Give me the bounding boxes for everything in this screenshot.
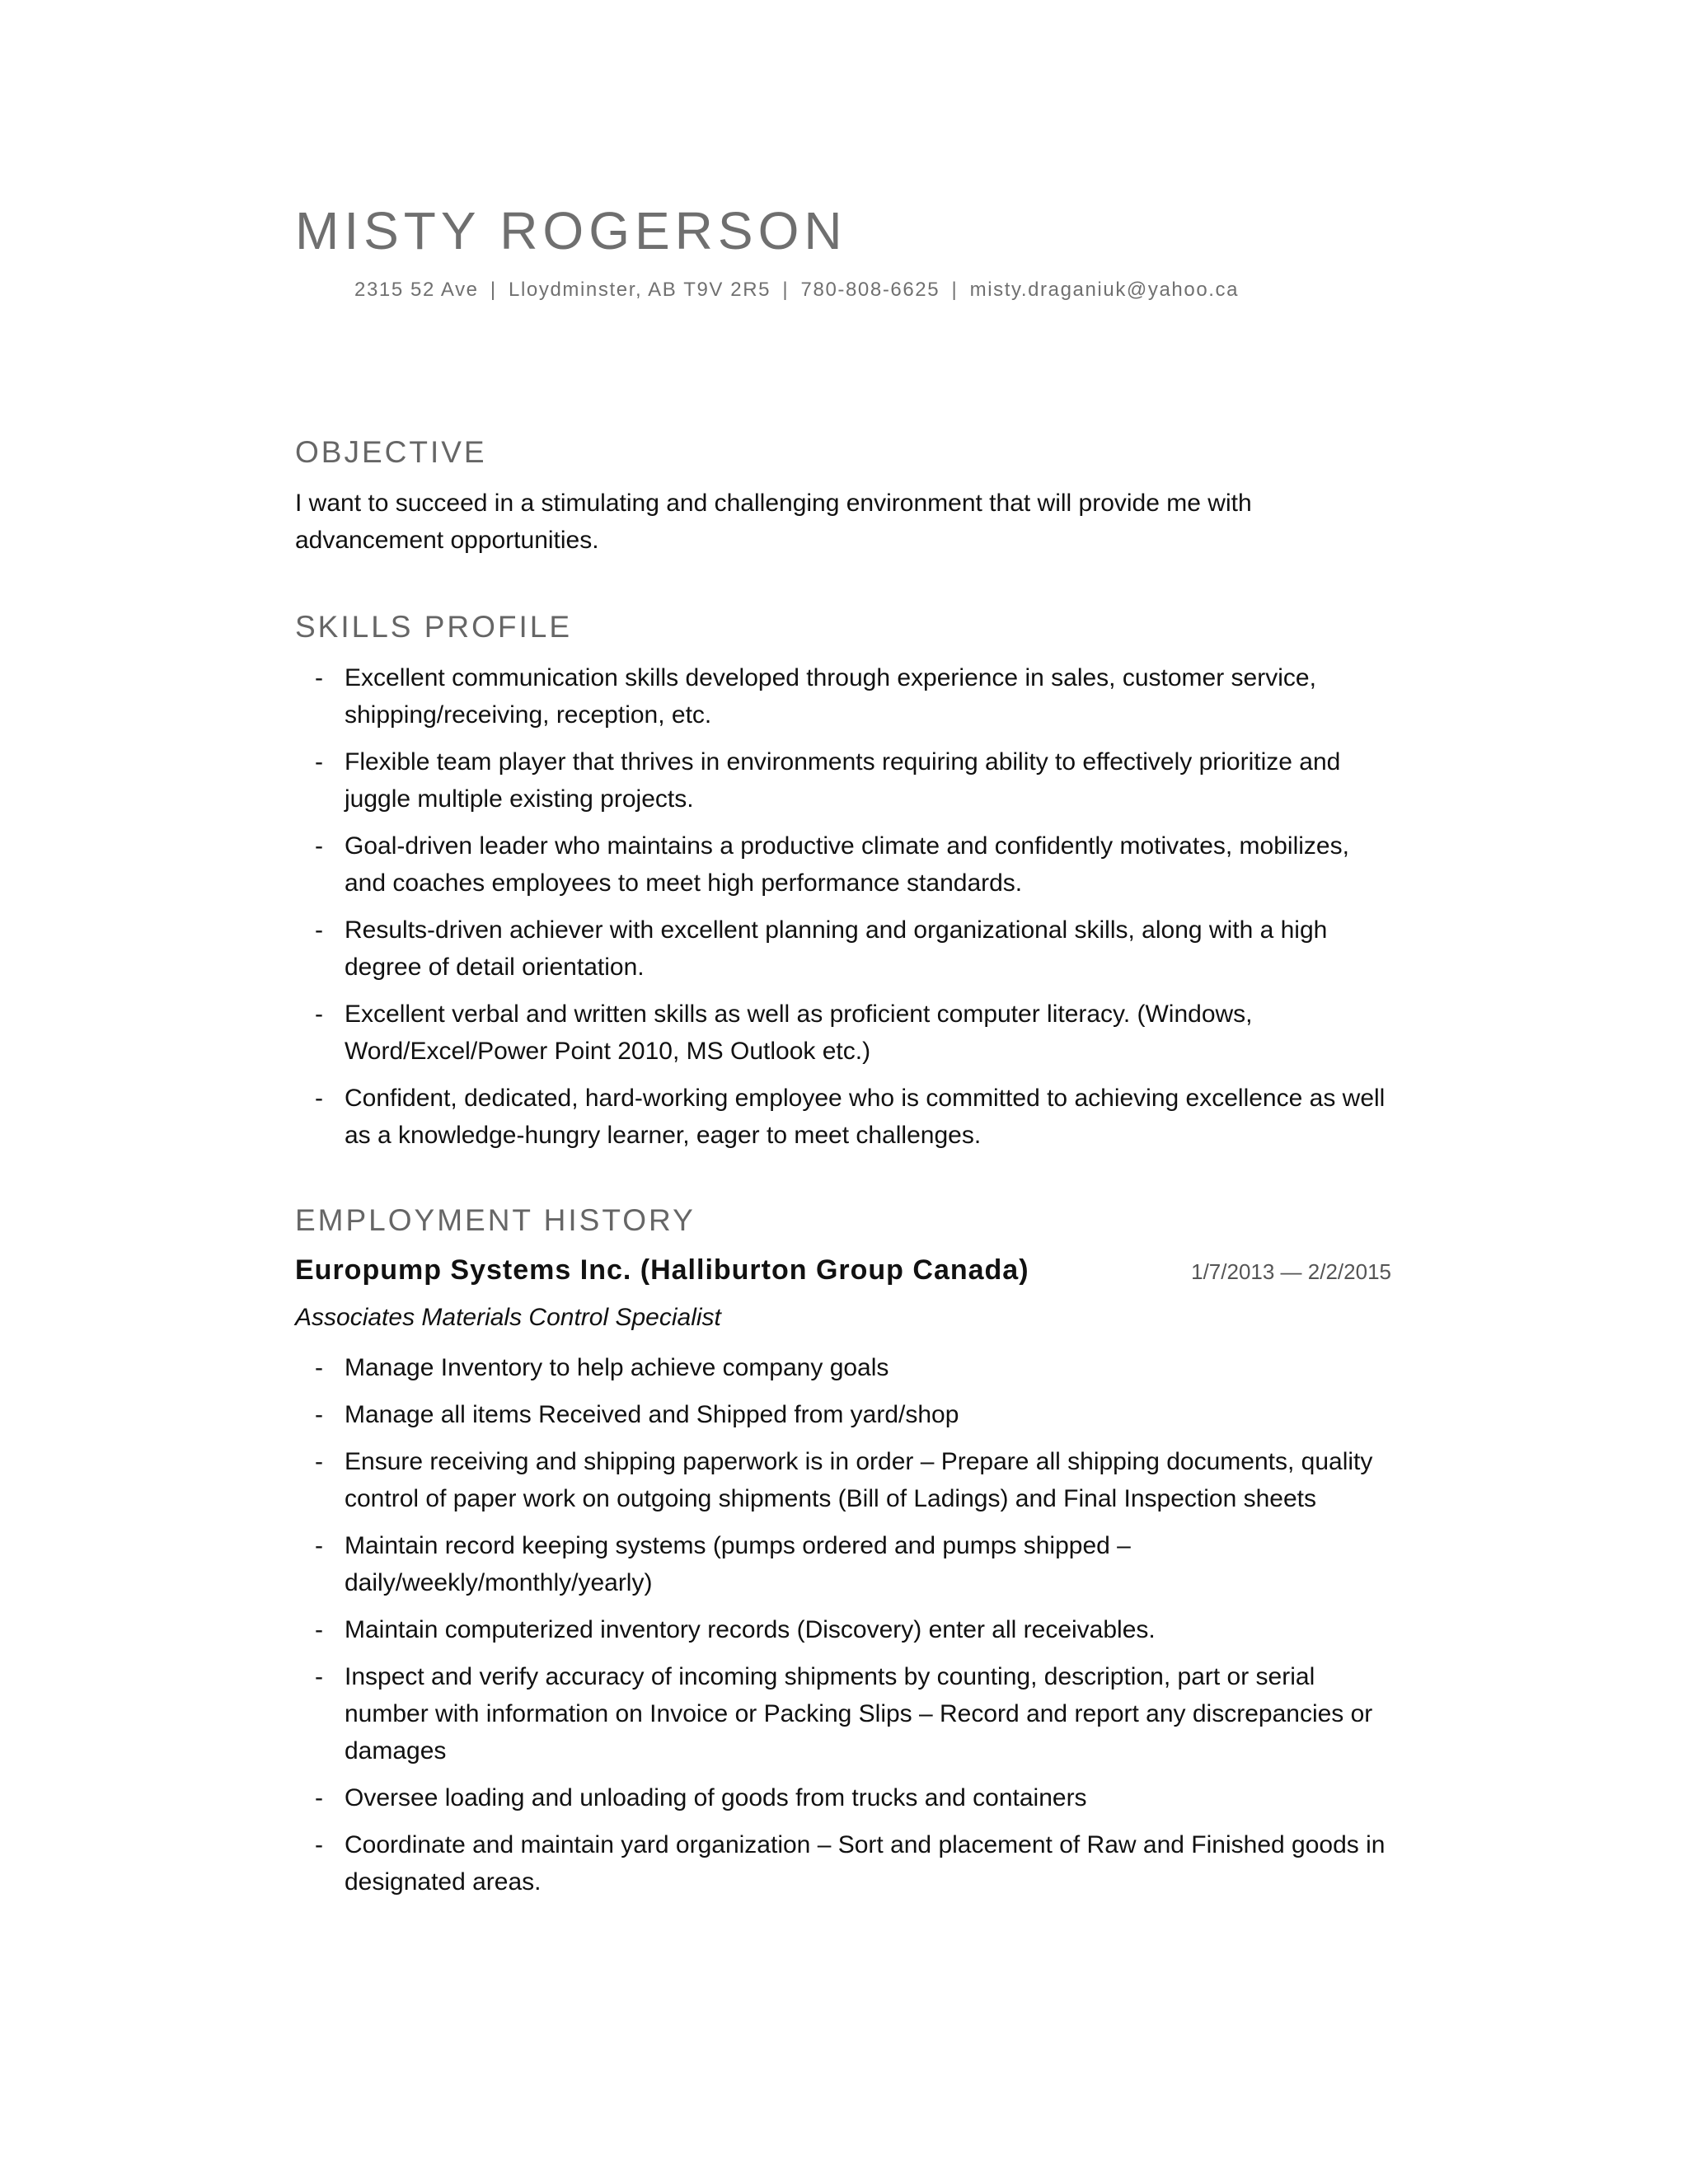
bullet-dash: -: [315, 1663, 323, 1690]
skills-heading: SKILLS PROFILE: [295, 610, 573, 644]
city: Lloydminster, AB T9V 2R5: [509, 279, 771, 301]
employment-heading: EMPLOYMENT HISTORY: [295, 1203, 696, 1237]
list-item: - Flexible team player that thrives in environments requiring ability to effectively prioritize and juggle multiple existing projects.: [295, 743, 1391, 818]
objective-heading: OBJECTIVE: [295, 435, 487, 469]
bullet-dash: -: [315, 1448, 323, 1475]
employment-dates: 1/7/2013 — 2/2/2015: [1191, 1259, 1391, 1284]
bullet-dash: -: [315, 1085, 323, 1112]
bullet-dash: -: [315, 832, 323, 860]
duties-list: [295, 1349, 1391, 1910]
list-item: - Excellent verbal and written skills as well as proficient computer literacy. (Windows, Word/Excel/Power Point 2010, MS Outlook etc.): [295, 996, 1391, 1070]
list-item: - Results-driven achiever with excellent planning and organizational skills, along with a high degree of detail orientation.: [295, 912, 1391, 986]
bullet-dash: -: [315, 1831, 323, 1858]
list-item: - Goal-driven leader who maintains a productive climate and confidently motivates, mobilizes, and coaches employees to meet high performance standards.: [295, 827, 1391, 902]
separator: |: [490, 279, 497, 301]
candidate-name: MISTY ROGERSON: [295, 201, 847, 260]
contact-line: [354, 279, 1239, 302]
bullet-dash: -: [315, 1354, 323, 1381]
bullet-dash: -: [315, 1616, 323, 1643]
separator: |: [782, 279, 790, 301]
separator: |: [951, 279, 959, 301]
list-item: - Maintain record keeping systems (pumps ordered and pumps shipped – daily/weekly/monthly/yearly): [295, 1527, 1391, 1601]
list-item: - Coordinate and maintain yard organization – Sort and placement of Raw and Finished goods in designated areas.: [295, 1826, 1391, 1900]
list-item: - Confident, dedicated, hard-working employee who is committed to achieving excellence as well as a knowledge-hungry learner, eager to meet challenges.: [295, 1080, 1391, 1154]
company-name: Europump Systems Inc. (Halliburton Group Canada): [295, 1254, 1029, 1286]
address: 2315 52 Ave: [354, 279, 479, 301]
bullet-dash: -: [315, 748, 323, 776]
phone: 780-808-6625: [800, 279, 940, 301]
skills-list: [295, 659, 1391, 1164]
bullet-dash: -: [315, 1401, 323, 1428]
bullet-dash: -: [315, 664, 323, 691]
list-item: - Maintain computerized inventory records (Discovery) enter all receivables.: [295, 1611, 1391, 1648]
bullet-dash: -: [315, 916, 323, 944]
email: misty.draganiuk@yahoo.ca: [969, 279, 1240, 301]
list-item: - Excellent communication skills developed through experience in sales, customer service, shipping/receiving, reception, etc.: [295, 659, 1391, 733]
list-item: - Ensure receiving and shipping paperwork is in order – Prepare all shipping documents, quality control of paper work on outgoing shipments (Bill of Ladings) and Final Inspection sheets: [295, 1443, 1391, 1517]
objective-text: I want to succeed in a stimulating and challenging environment that will provide me with advancement opportunities.: [295, 490, 1252, 554]
bullet-dash: -: [315, 1784, 323, 1811]
list-item: - Oversee loading and unloading of goods from trucks and containers: [295, 1779, 1391, 1816]
list-item: - Inspect and verify accuracy of incoming shipments by counting, description, part or serial number with information on Invoice or Packing Slips – Record and report any discrepancies or damages: [295, 1658, 1391, 1769]
list-item: - Manage all items Received and Shipped from yard/shop: [295, 1396, 1391, 1433]
bullet-dash: -: [315, 1532, 323, 1559]
job-title: Associates Materials Control Specialist: [295, 1304, 721, 1331]
bullet-dash: -: [315, 1001, 323, 1028]
list-item: - Manage Inventory to help achieve company goals: [295, 1349, 1391, 1386]
